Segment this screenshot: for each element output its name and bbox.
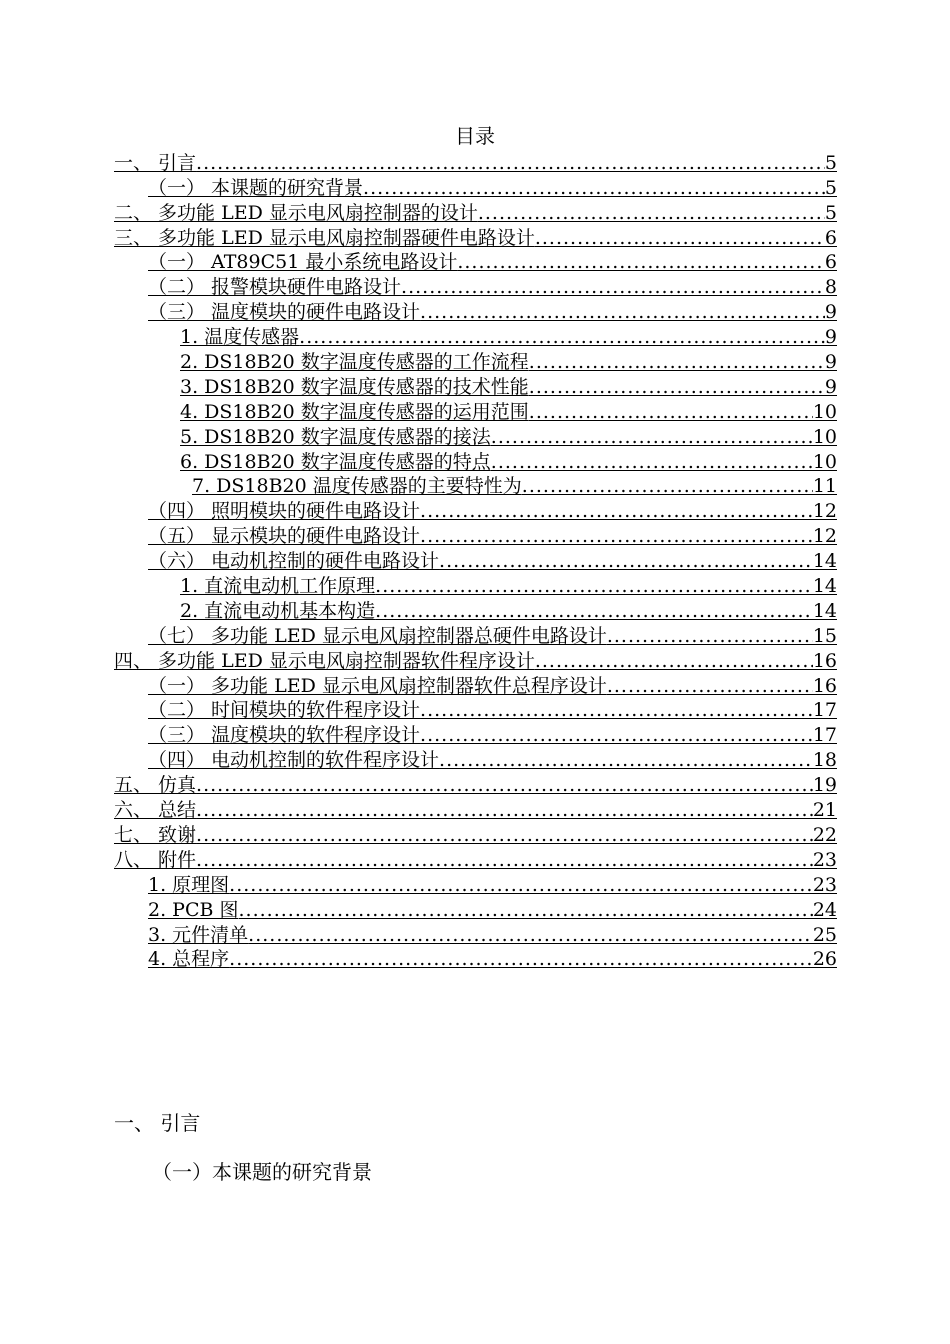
toc-entry-page: 21 xyxy=(812,799,837,822)
toc-leader-dots xyxy=(491,451,813,473)
toc-entry[interactable] xyxy=(148,622,837,647)
toc-leader-dots xyxy=(196,774,813,796)
toc-leader-dots xyxy=(196,152,825,174)
toc-entry-label: 八、 附件 xyxy=(114,848,197,871)
toc-entry-label: （三） 温度模块的软件程序设计 xyxy=(148,724,421,747)
toc-entry-label: 七、 致谢 xyxy=(114,823,197,846)
toc-entry[interactable] xyxy=(180,348,837,373)
toc-leader-dots xyxy=(239,899,813,921)
toc-leader-dots xyxy=(229,874,813,896)
toc-entry-label: 3. DS18B20 数字温度传感器的技术性能 xyxy=(180,375,529,398)
section-heading-introduction: 一、 引言 xyxy=(114,1111,201,1135)
toc-entry-page: 24 xyxy=(812,898,837,921)
toc-entry-page: 11 xyxy=(812,475,837,498)
toc-entry-page: 15 xyxy=(812,624,837,647)
toc-entry[interactable] xyxy=(148,298,837,323)
toc-entry-page: 9 xyxy=(824,301,837,324)
toc-entry[interactable] xyxy=(114,647,837,672)
toc-entry-label: 1. 原理图 xyxy=(148,873,230,896)
toc-entry[interactable] xyxy=(114,224,837,249)
toc-leader-dots xyxy=(196,824,813,846)
toc-entry-label: 7. DS18B20 温度传感器的主要特性为 xyxy=(192,475,522,498)
toc-entry-page: 19 xyxy=(812,774,837,797)
toc-leader-dots xyxy=(535,227,825,249)
toc-entry-label: （五） 显示模块的硬件电路设计 xyxy=(148,525,421,548)
toc-entry[interactable] xyxy=(114,821,837,846)
toc-entry[interactable] xyxy=(148,746,837,771)
toc-entry-label: 一、 引言 xyxy=(114,151,197,174)
toc-leader-dots xyxy=(420,301,825,323)
toc-leader-dots xyxy=(607,675,813,697)
toc-leader-dots xyxy=(439,749,813,771)
toc-title: 目录 xyxy=(455,124,495,148)
toc-entry[interactable] xyxy=(114,846,837,871)
toc-leader-dots xyxy=(607,625,813,647)
toc-entry[interactable] xyxy=(114,149,837,174)
toc-leader-dots xyxy=(420,500,813,522)
toc-entry-label: （三） 温度模块的硬件电路设计 xyxy=(148,301,421,324)
toc-entry-label: 3. 元件清单 xyxy=(148,923,249,946)
toc-entry-page: 5 xyxy=(824,176,837,199)
toc-entry[interactable] xyxy=(148,672,837,697)
toc-entry-page: 16 xyxy=(812,649,837,672)
toc-entry-label: 2. PCB 图 xyxy=(148,898,239,921)
toc-entry[interactable] xyxy=(180,572,837,597)
toc-entry-label: 5. DS18B20 数字温度传感器的接法 xyxy=(180,425,491,448)
toc-entry[interactable] xyxy=(148,921,837,946)
toc-entry-page: 10 xyxy=(812,425,837,448)
toc-entry[interactable] xyxy=(114,771,837,796)
toc-entry-label: （一） 本课题的研究背景 xyxy=(148,176,364,199)
toc-leader-dots xyxy=(535,650,813,672)
toc-entry[interactable] xyxy=(148,871,837,896)
toc-entry[interactable] xyxy=(148,249,837,274)
toc-entry[interactable] xyxy=(180,323,837,348)
toc-entry-page: 10 xyxy=(812,450,837,473)
toc-leader-dots xyxy=(375,600,813,622)
toc-entry[interactable] xyxy=(148,174,837,199)
toc-entry-label: 六、 总结 xyxy=(114,799,197,822)
toc-entry-label: 三、 多功能 LED 显示电风扇控制器硬件电路设计 xyxy=(114,226,535,249)
toc-entry-page: 8 xyxy=(824,276,837,299)
toc-entry-label: （二） 时间模块的软件程序设计 xyxy=(148,699,421,722)
toc-entry-label: 6. DS18B20 数字温度传感器的特点 xyxy=(180,450,491,473)
toc-leader-dots xyxy=(529,376,825,398)
toc-entry-label: 2. 直流电动机基本构造 xyxy=(180,599,376,622)
toc-leader-dots xyxy=(248,924,813,946)
toc-entry-label: 二、 多功能 LED 显示电风扇控制器的设计 xyxy=(114,201,478,224)
toc-entry-page: 5 xyxy=(824,201,837,224)
toc-leader-dots xyxy=(439,550,813,572)
toc-entry[interactable] xyxy=(148,721,837,746)
toc-leader-dots xyxy=(420,525,813,547)
toc-leader-dots xyxy=(491,426,813,448)
subsection-heading-background: （一）本课题的研究背景 xyxy=(152,1160,372,1184)
toc-entry-label: （四） 电动机控制的软件程序设计 xyxy=(148,749,440,772)
toc-entry-label: 五、 仿真 xyxy=(114,774,197,797)
toc-leader-dots xyxy=(375,575,813,597)
toc-entry-page: 18 xyxy=(812,749,837,772)
toc-entry-page: 9 xyxy=(824,326,837,349)
toc-entry-page: 12 xyxy=(812,525,837,548)
table-of-contents xyxy=(0,149,950,970)
toc-leader-dots xyxy=(196,799,813,821)
toc-entry-label: 2. DS18B20 数字温度传感器的工作流程 xyxy=(180,351,529,374)
toc-entry-page: 17 xyxy=(812,699,837,722)
toc-entry[interactable] xyxy=(148,497,837,522)
toc-entry[interactable] xyxy=(180,448,837,473)
toc-entry-page: 14 xyxy=(812,575,837,598)
toc-leader-dots xyxy=(529,351,825,373)
toc-entry-label: 四、 多功能 LED 显示电风扇控制器软件程序设计 xyxy=(114,649,535,672)
toc-entry[interactable] xyxy=(180,597,837,622)
toc-entry-label: 4. DS18B20 数字温度传感器的运用范围 xyxy=(180,400,529,423)
toc-leader-dots xyxy=(529,401,813,423)
toc-entry-page: 6 xyxy=(824,251,837,274)
toc-entry-page: 23 xyxy=(812,848,837,871)
toc-entry[interactable] xyxy=(192,473,837,498)
toc-entry-page: 5 xyxy=(824,151,837,174)
toc-entry-page: 12 xyxy=(812,500,837,523)
toc-leader-dots xyxy=(478,202,825,224)
toc-entry-label: 4. 总程序 xyxy=(148,948,230,971)
toc-entry[interactable] xyxy=(180,423,837,448)
toc-entry[interactable] xyxy=(148,697,837,722)
toc-entry-label: （七） 多功能 LED 显示电风扇控制器总硬件电路设计 xyxy=(148,624,607,647)
toc-leader-dots xyxy=(522,475,813,497)
toc-entry-label: 1. 温度传感器 xyxy=(180,326,300,349)
toc-entry-label: （四） 照明模块的硬件电路设计 xyxy=(148,500,421,523)
toc-entry[interactable] xyxy=(114,199,837,224)
toc-leader-dots xyxy=(196,849,813,871)
toc-entry-label: （二） 报警模块硬件电路设计 xyxy=(148,276,402,299)
toc-leader-dots xyxy=(229,948,813,970)
toc-entry-page: 14 xyxy=(812,599,837,622)
toc-entry-label: （一） AT89C51 最小系统电路设计 xyxy=(148,251,458,274)
toc-entry-page: 16 xyxy=(812,674,837,697)
toc-entry-page: 10 xyxy=(812,400,837,423)
toc-entry[interactable] xyxy=(148,946,837,971)
toc-entry[interactable] xyxy=(148,896,837,921)
toc-entry-page: 14 xyxy=(812,550,837,573)
toc-entry-page: 23 xyxy=(812,873,837,896)
toc-leader-dots xyxy=(420,699,813,721)
toc-leader-dots xyxy=(299,326,825,348)
toc-entry-page: 22 xyxy=(812,823,837,846)
toc-entry-page: 26 xyxy=(812,948,837,971)
toc-entry-page: 9 xyxy=(824,375,837,398)
toc-entry-label: （六） 电动机控制的硬件电路设计 xyxy=(148,550,440,573)
toc-entry-page: 25 xyxy=(812,923,837,946)
toc-leader-dots xyxy=(420,724,813,746)
toc-leader-dots xyxy=(363,177,825,199)
toc-leader-dots xyxy=(457,251,825,273)
toc-entry[interactable] xyxy=(148,522,837,547)
toc-entry-page: 9 xyxy=(824,351,837,374)
toc-entry[interactable] xyxy=(114,796,837,821)
toc-entry[interactable] xyxy=(148,273,837,298)
toc-entry[interactable] xyxy=(180,373,837,398)
toc-entry-label: （一） 多功能 LED 显示电风扇控制器软件总程序设计 xyxy=(148,674,607,697)
toc-entry-page: 6 xyxy=(824,226,837,249)
toc-entry-label: 1. 直流电动机工作原理 xyxy=(180,575,376,598)
toc-entry[interactable] xyxy=(148,547,837,572)
toc-leader-dots xyxy=(401,276,825,298)
toc-entry[interactable] xyxy=(180,398,837,423)
toc-entry-page: 17 xyxy=(812,724,837,747)
